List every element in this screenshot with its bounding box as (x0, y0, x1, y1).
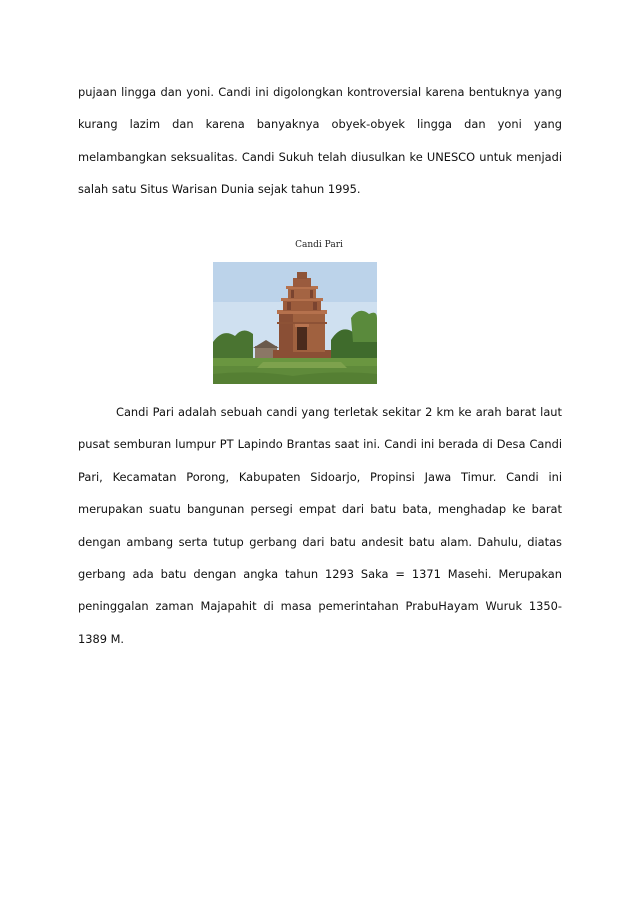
paragraph-candi-pari: Candi Pari adalah sebuah candi yang terletak sekitar 2 km ke arah barat laut pusat semburan lumpur PT Lapindo Brantas saat ini. Candi ini berada di Desa Candi Pari, Kecamatan Porong, Kabupaten Sidoarjo, Propinsi Jawa Timur. Candi ini merupakan suatu bangunan persegi empat dari batu bata, menghadap ke barat dengan ambang serta tutup gerbang dari batu andesit batu alam. Dahulu, diatas gerbang ada batu dengan angka tahun 1293 Saka = 1371 Masehi. Merupakan peninggalan zaman Majapahit di masa pemerintahan PrabuHayam Wuruk 1350-1389 M. (78, 405, 562, 646)
figure-caption: Candi Pari (295, 240, 343, 250)
candi-pari-photo (213, 262, 377, 384)
paragraph-intro: pujaan lingga dan yoni. Candi ini digolongkan kontroversial karena bentuknya yang kurang lazim dan karena banyaknya obyek-obyek lingga dan yoni yang melambangkan seksualitas. Candi Sukuh telah diusulkan ke UNESCO untuk menjadi salah satu Situs Warisan Dunia sejak tahun 1995. (78, 85, 562, 197)
